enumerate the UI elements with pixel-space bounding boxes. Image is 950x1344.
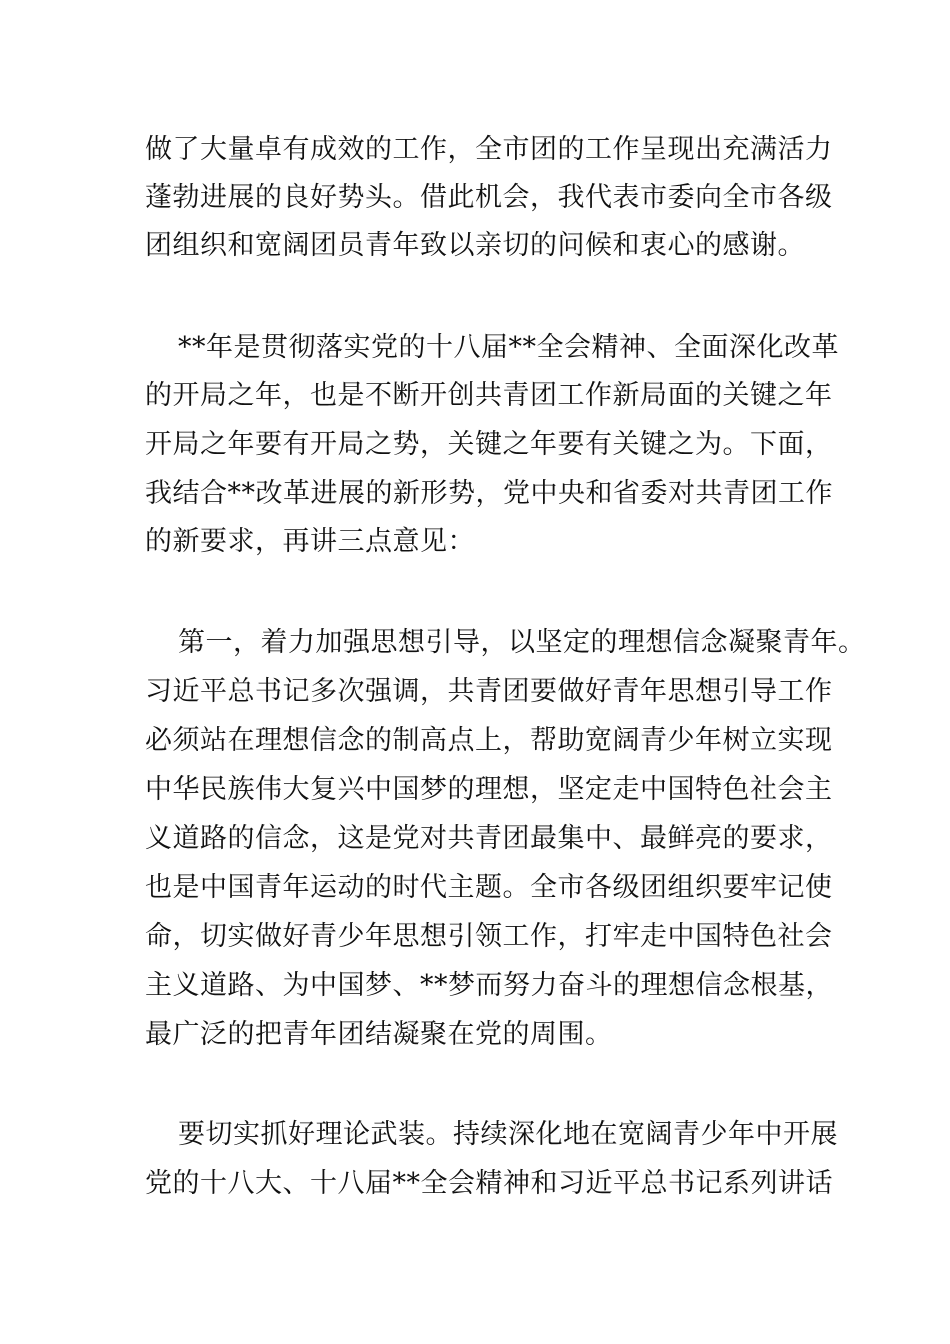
- paragraph-2-line-1: **年是贯彻落实党的十八届**全会精神、全面深化改革: [178, 332, 839, 363]
- paragraph-3-line-4: 中华民族伟大复兴中国梦的理想，坚定走中国特色社会主: [145, 774, 833, 805]
- paragraph-3-line-5: 义道路的信念，这是党对共青团最集中、最鲜亮的要求，: [145, 823, 833, 854]
- paragraph-2-line-5: 的新要求，再讲三点意见：: [145, 526, 475, 557]
- paragraph-2-line-4: 我结合**改革进展的新形势，党中央和省委对共青团工作: [145, 478, 833, 509]
- paragraph-3-line-8: 主义道路、为中国梦、**梦而努力奋斗的理想信念根基，: [145, 970, 833, 1001]
- paragraph-3-line-7: 命，切实做好青少年思想引领工作，打牢走中国特色社会: [145, 921, 833, 952]
- paragraph-3-line-2: 习近平总书记多次强调，共青团要做好青年思想引导工作: [145, 676, 833, 707]
- paragraph-2-line-3: 开局之年要有开局之势，关键之年要有关键之为。下面，: [145, 429, 833, 460]
- paragraph-1-line-2: 蓬勃进展的良好势头。借此机会，我代表市委向全市各级: [145, 182, 833, 213]
- paragraph-3-line-9: 最广泛的把青年团结凝聚在党的周围。: [145, 1019, 613, 1050]
- paragraph-3-line-1: 第一，着力加强思想引导，以坚定的理想信念凝聚青年。: [178, 627, 866, 658]
- paragraph-3-line-6: 也是中国青年运动的时代主题。全市各级团组织要牢记使: [145, 872, 833, 903]
- paragraph-4-line-1: 要切实抓好理论武装。持续深化地在宽阔青少年中开展: [178, 1119, 838, 1150]
- paragraph-4-line-2: 党的十八大、十八届**全会精神和习近平总书记系列讲话: [145, 1168, 833, 1199]
- paragraph-2-line-2: 的开局之年，也是不断开创共青团工作新局面的关键之年: [145, 380, 833, 411]
- paragraph-3-line-3: 必须站在理想信念的制高点上，帮助宽阔青少年树立实现: [145, 725, 833, 756]
- paragraph-1-line-1: 做了大量卓有成效的工作，全市团的工作呈现出充满活力: [145, 134, 833, 165]
- paragraph-1-line-3: 团组织和宽阔团员青年致以亲切的问候和衷心的感谢。: [145, 230, 805, 261]
